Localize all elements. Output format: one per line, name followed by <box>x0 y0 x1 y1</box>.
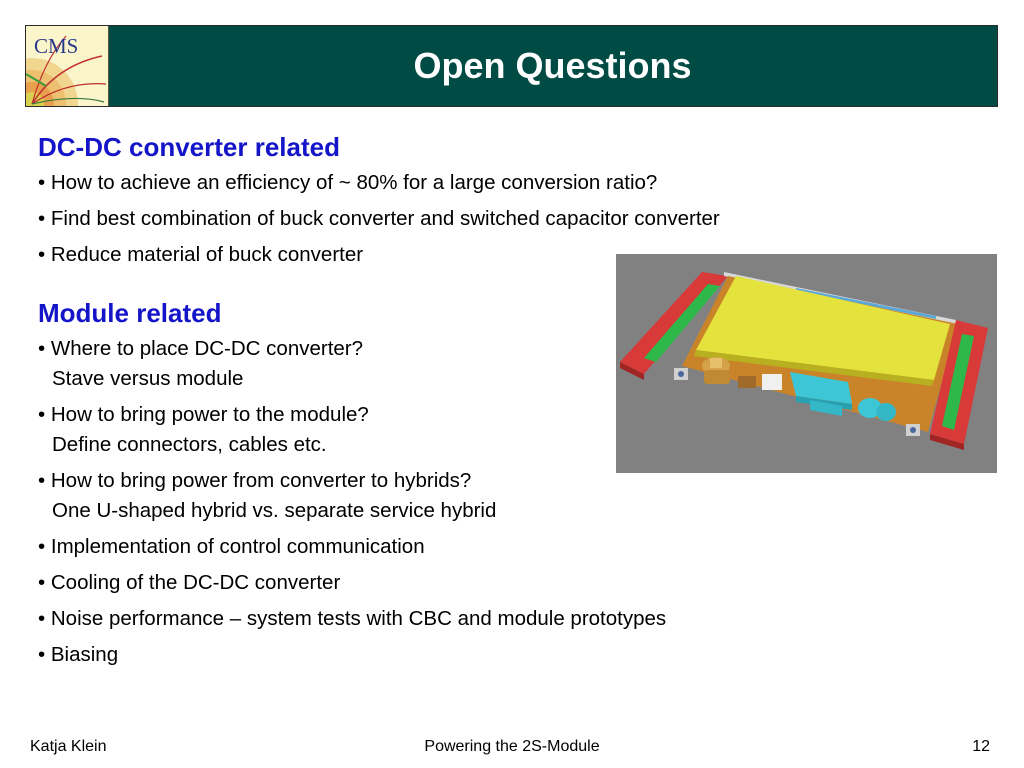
bullet-item <box>38 532 858 562</box>
bullet-subtext: Stave versus module <box>52 367 244 390</box>
bullet-item <box>38 204 858 234</box>
bullet-item <box>38 568 858 598</box>
footer-author: Katja Klein <box>30 738 107 755</box>
bullet-text: • How to achieve an efficiency of ~ 80% for a large conversion ratio? <box>38 171 658 194</box>
bullet-text: • Noise performance – system tests with CBC and module prototypes <box>38 607 667 630</box>
cms-logo-text: CMS <box>34 34 79 58</box>
bullet-text: • Implementation of control communication <box>38 535 425 558</box>
bullet-item <box>38 466 858 526</box>
section-title-module: Module related <box>38 298 222 328</box>
bullet-text: • Biasing <box>38 643 119 666</box>
bullet-item <box>38 640 858 670</box>
bullet-subtext: Define connectors, cables etc. <box>52 433 327 456</box>
bullet-text: • Reduce material of buck converter <box>38 243 364 266</box>
slide-title: Open Questions <box>413 45 692 86</box>
module-render-graphic <box>616 254 997 473</box>
bullet-text: • Cooling of the DC-DC converter <box>38 571 341 594</box>
bullet-item <box>38 168 858 198</box>
section-title-dcdc: DC-DC converter related <box>38 132 340 162</box>
bullet-text: • How to bring power from converter to hybrids? <box>38 469 472 492</box>
section-dcdc <box>38 130 858 270</box>
module-render-image <box>616 254 997 473</box>
footer-page-number: 12 <box>972 738 990 755</box>
bullet-subtext: One U-shaped hybrid vs. separate service hybrid <box>52 499 497 522</box>
cms-logo <box>26 26 109 106</box>
bullet-item <box>38 604 858 634</box>
footer-talk-title: Powering the 2S-Module <box>424 738 600 755</box>
bullet-text: • Where to place DC-DC converter? <box>38 337 364 360</box>
bullet-text: • How to bring power to the module? <box>38 403 369 426</box>
bullet-text: • Find best combination of buck converter and switched capacitor converter <box>38 207 720 230</box>
slide-header <box>25 25 998 107</box>
